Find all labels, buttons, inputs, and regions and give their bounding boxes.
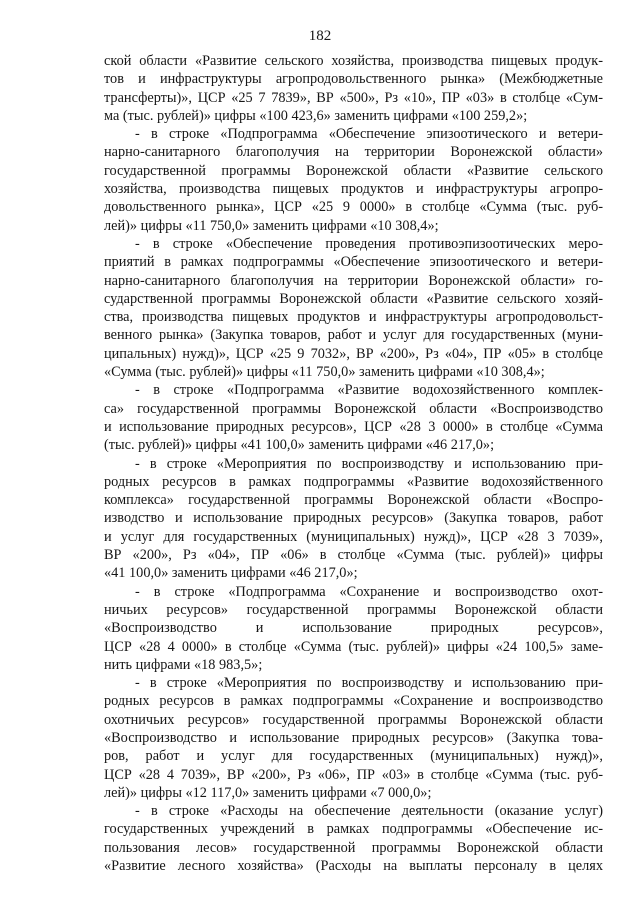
text-line: комплекса» государственной программы Воронежской области «Воспро- bbox=[104, 492, 603, 509]
text-line: и использование природных ресурсов», ЦСР «28 3 0000» в столбце «Сумма bbox=[104, 418, 603, 435]
text-line: государственных учреждений в рамках подпрограммы «Обеспечение ис- bbox=[104, 821, 603, 838]
text-line: ничьих ресурсов» государственной программы Воронежской области bbox=[104, 601, 603, 618]
text-line: ской области «Развитие сельского хозяйства, производства пищевых продук- bbox=[104, 53, 603, 69]
text-line: «Развитие лесного хозяйства» (Расходы на выплаты персоналу в целях bbox=[104, 858, 603, 875]
text-line: ма (тыс. рублей)» цифры «100 423,6» заменить цифрами «100 259,2»; bbox=[104, 107, 528, 124]
text-line: и услуг для государственных (муниципальных) нужд)», ЦСР «28 3 7039», bbox=[104, 528, 603, 545]
text-line: - в строке «Подпрограмма «Развитие водохозяйственного комплек- bbox=[135, 382, 603, 399]
text-line: трансферты)», ЦСР «25 7 7839», ВР «500», Рз «10», ПР «03» в столбце «Сум- bbox=[104, 89, 603, 106]
text-line: ципальных) нужд)», ЦСР «25 9 7032», ВР «200», Рз «04», ПР «05» в столбце bbox=[104, 345, 603, 362]
text-line: пользования лесов» государственной программы Воронежской области bbox=[104, 839, 603, 856]
text-line: лей)» цифры «11 750,0» заменить цифрами «10 308,4»; bbox=[104, 217, 439, 234]
text-line: «41 100,0» заменить цифрами «46 217,0»; bbox=[104, 565, 358, 582]
text-line: - в строке «Мероприятия по воспроизводству и использованию при- bbox=[135, 675, 603, 692]
text-line: ства, производства пищевых продуктов и инфраструктуры агропродовольст- bbox=[104, 309, 603, 326]
text-line: «Воспроизводство и использование природных ресурсов», bbox=[104, 620, 603, 637]
text-line: хозяйства, производства пищевых продуктов и инфраструктуры агропро- bbox=[104, 181, 603, 198]
text-line: ров, работ и услуг для государственных (муниципальных) нужд)», bbox=[104, 748, 603, 765]
document-body bbox=[104, 52, 603, 875]
text-line: нарно-санитарного благополучия на территории Воронежской области» bbox=[104, 144, 603, 161]
text-line: ЦСР «28 4 7039», ВР «200», Рз «06», ПР «03» в столбце «Сумма (тыс. руб- bbox=[104, 766, 603, 783]
text-line: изводство и использование природных ресурсов» (Закупка товаров, работ bbox=[104, 510, 603, 527]
text-line: - в строке «Обеспечение проведения противоэпизоотических меро- bbox=[135, 235, 603, 252]
text-line: венного рынка» (Закупка товаров, работ и услуг для государственных (муни- bbox=[104, 327, 603, 344]
text-line: - в строке «Мероприятия по воспроизводству и использованию при- bbox=[135, 455, 603, 472]
text-line: нарно-санитарного благополучия на территории Воронежской области» го- bbox=[104, 272, 603, 289]
text-line: охотничьих ресурсов» государственной программы Воронежской области bbox=[104, 711, 603, 728]
text-line: родных ресурсов в рамках подпрограммы «Сохранение и воспроизводство bbox=[104, 693, 603, 710]
text-line: довольственного рынка», ЦСР «25 9 0000» в столбце «Сумма (тыс. руб- bbox=[104, 199, 603, 216]
text-line: (тыс. рублей)» цифры «41 100,0» заменить цифрами «46 217,0»; bbox=[104, 437, 495, 454]
page-number: 182 bbox=[308, 28, 332, 44]
text-line: лей)» цифры «12 117,0» заменить цифрами «7 000,0»; bbox=[104, 784, 432, 801]
text-line: - в строке «Подпрограмма «Обеспечение эпизоотического и ветери- bbox=[135, 126, 603, 143]
text-line: са» государственной программы Воронежской области «Воспроизводство bbox=[104, 400, 603, 417]
text-line: «Сумма (тыс. рублей)» цифры «11 750,0» заменить цифрами «10 308,4»; bbox=[104, 364, 545, 381]
text-line: - в строке «Расходы на обеспечение деятельности (оказание услуг) bbox=[135, 803, 603, 820]
text-line: приятий в рамках подпрограммы «Обеспечение эпизоотического и ветери- bbox=[104, 254, 603, 271]
text-line: нить цифрами «18 983,5»; bbox=[104, 656, 263, 673]
text-line: ВР «200», Рз «04», ПР «06» в столбце «Сумма (тыс. рублей)» цифры bbox=[104, 547, 603, 564]
text-line: «Воспроизводство и использование природных ресурсов» (Закупка това- bbox=[104, 729, 603, 746]
text-line: - в строке «Подпрограмма «Сохранение и воспроизводство охот- bbox=[135, 583, 603, 600]
text-line: родных ресурсов в рамках подпрограммы «Развитие водохозяйственного bbox=[104, 473, 603, 490]
text-line: сударственной программы Воронежской области «Развитие сельского хозяй- bbox=[104, 290, 603, 307]
text-line: государственной программы Воронежской области «Развитие сельского bbox=[104, 162, 603, 179]
text-line: тов и инфраструктуры агропродовольственного рынка» (Межбюджетные bbox=[104, 71, 603, 88]
text-line: ЦСР «28 4 0000» в столбце «Сумма (тыс. рублей)» цифры «24 100,5» заме- bbox=[104, 638, 603, 655]
